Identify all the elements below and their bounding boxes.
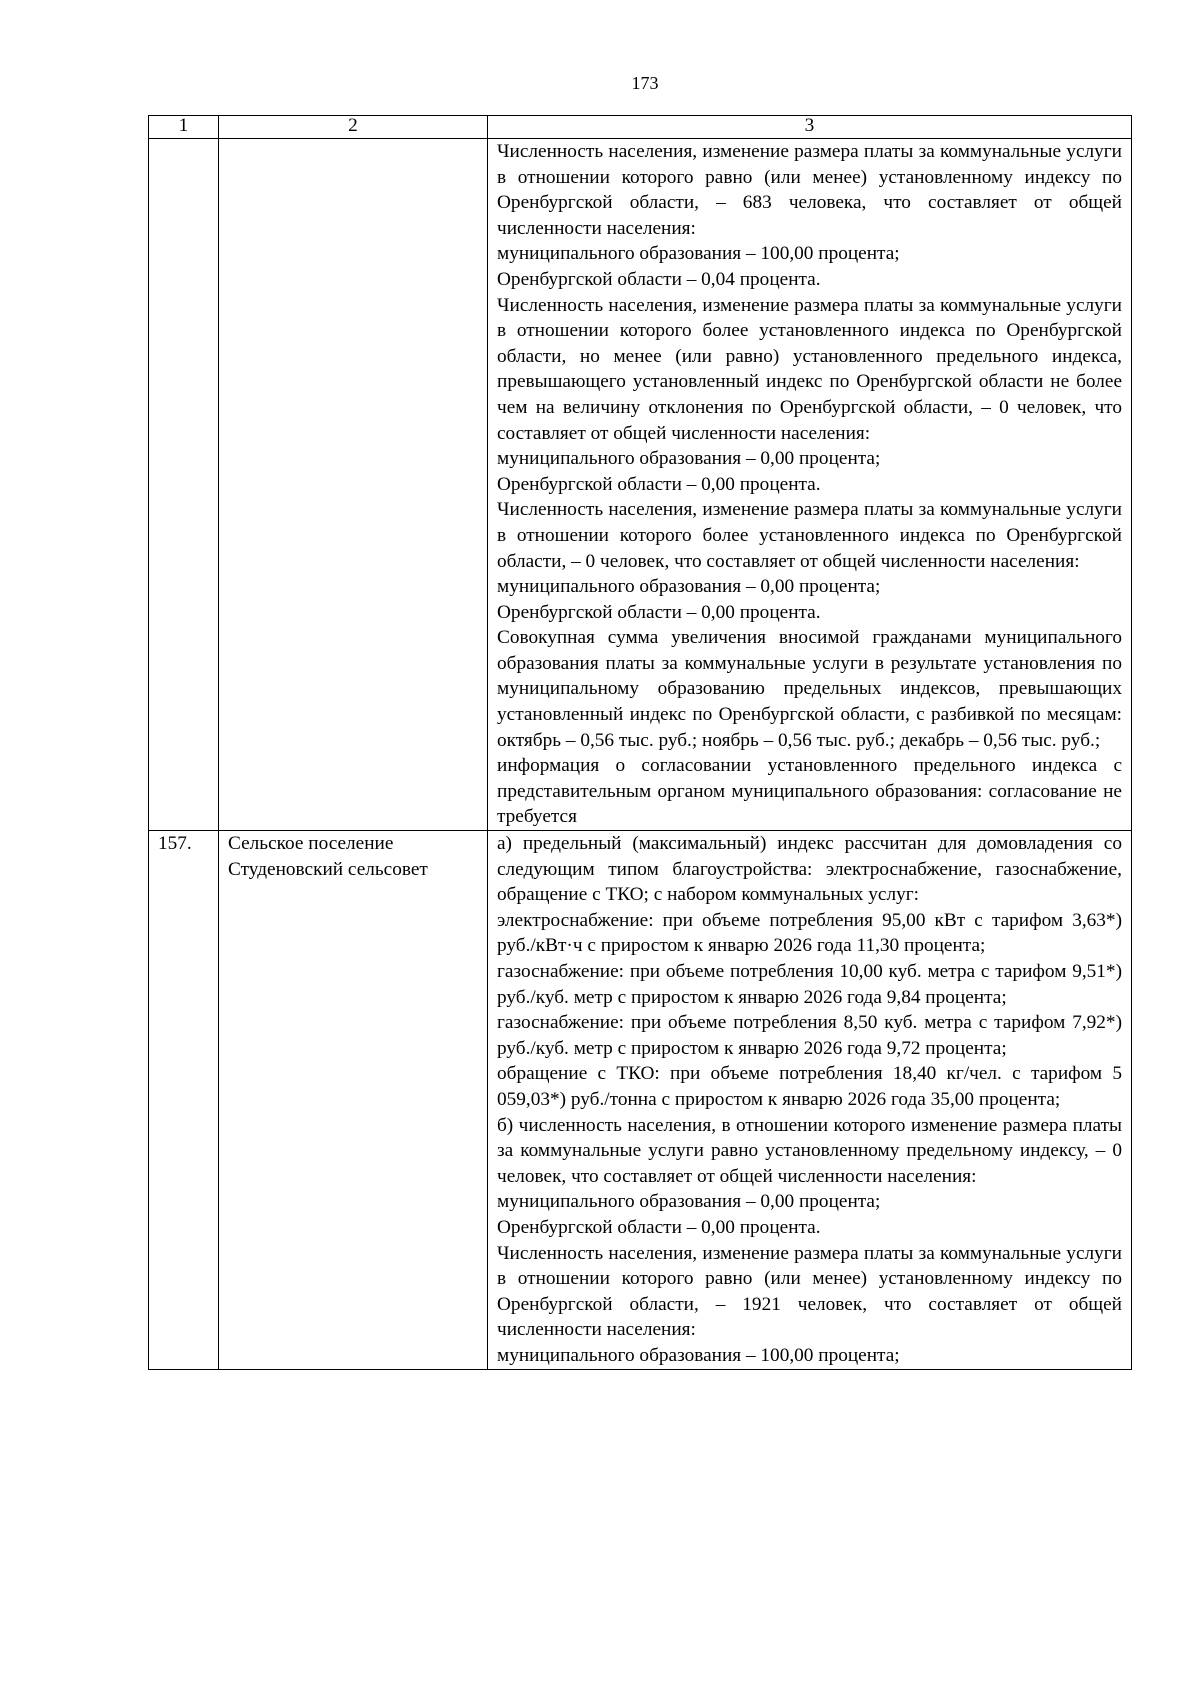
row-content: [488, 831, 1132, 1369]
paragraph: газоснабжение: при объеме потребления 8,50 куб. метра с тарифом 7,92*) руб./куб. метр с приростом к январю 2026 года 9,72 процента;: [497, 1012, 1122, 1059]
paragraph: электроснабжение: при объеме потребления 95,00 кВт с тарифом 3,63*) руб./кВт·ч с приростом к январю 2026 года 11,30 процента;: [497, 909, 1122, 957]
column-header-1: 1: [149, 116, 219, 139]
row-number: 157.: [149, 831, 219, 1369]
paragraph: б) численность населения, в отношении которого изменение размера платы за коммунальные услуги равно установленному предельному индексу, – 0 человек, что составляет от общей численности населения:: [497, 1114, 1122, 1187]
row-content: [488, 139, 1132, 831]
paragraph: Совокупная сумма увеличения вносимой гражданами муниципального образования платы за коммунальные услуги в результате установления по муниципальному образованию предельных индексов, превышающих установленный индекс по Оренбургской области, с разбивкой по месяцам: октябрь – 0,56 тыс. руб.; ноябрь – 0,56 тыс. руб.; декабрь – 0,56 тыс. руб.;: [497, 627, 1122, 751]
paragraph: Оренбургской области – 0,00 процента.: [497, 473, 821, 495]
column-header-2: 2: [219, 116, 488, 139]
paragraph: муниципального образования – 100,00 процента;: [497, 243, 900, 265]
row-number: [149, 139, 219, 831]
table-row: [149, 139, 1132, 831]
page-number: 173: [631, 73, 659, 93]
table-row: [149, 831, 1132, 1369]
paragraph: газоснабжение: при объеме потребления 10,00 куб. метра с тарифом 9,51*) руб./куб. метр с приростом к январю 2026 года 9,84 процента;: [497, 961, 1122, 1008]
paragraph: Оренбургской области – 0,04 процента.: [497, 268, 821, 290]
paragraph: муниципального образования – 100,00 процента;: [497, 1344, 900, 1366]
paragraph: информация о согласовании установленного предельного индекса с представительным органом муниципального образования: согласование не требуется: [497, 755, 1122, 828]
paragraph: Численность населения, изменение размера платы за коммунальные услуги в отношении которого равно (или менее) установленному индексу по Оренбургской области, – 1921 человек, что составляет от общей численности населения:: [497, 1242, 1122, 1341]
municipality-name: Сельское поселение Студеновский сельсовет: [219, 831, 488, 1369]
table-body: [149, 139, 1132, 1370]
paragraph: Численность населения, изменение размера платы за коммунальные услуги в отношении которого более установленного индекса по Оренбургской области, – 0 человек, что составляет от общей численности населения:: [497, 499, 1122, 572]
column-header-3: 3: [488, 116, 1132, 139]
paragraph: Оренбургской области – 0,00 процента.: [497, 601, 821, 623]
paragraph: Оренбургской области – 0,00 процента.: [497, 1216, 821, 1238]
paragraph: муниципального образования – 0,00 процента;: [497, 576, 881, 598]
municipality-name: [219, 139, 488, 831]
paragraph: муниципального образования – 0,00 процента;: [497, 1191, 881, 1213]
paragraph: а) предельный (максимальный) индекс рассчитан для домовладения со следующим типом благоустройства: электроснабжение, газоснабжение, обращение с ТКО; с набором коммунальных услуг:: [497, 833, 1122, 906]
paragraph: муниципального образования – 0,00 процента;: [497, 448, 881, 470]
table-header-row: [149, 116, 1132, 139]
paragraph: обращение с ТКО: при объеме потребления 18,40 кг/чел. с тарифом 5 059,03*) руб./тонна с приростом к январю 2026 года 35,00 процента;: [497, 1063, 1122, 1110]
paragraph: Численность населения, изменение размера платы за коммунальные услуги в отношении которого более установленного индекса по Оренбургской области, но менее (или равно) установленного предельного индекса, превышающего установленный индекс по Оренбургской области не более чем на величину отклонения по Оренбургской области, – 0 человек, что составляет от общей численности населения:: [497, 294, 1122, 444]
paragraph: Численность населения, изменение размера платы за коммунальные услуги в отношении которого равно (или менее) установленному индексу по Оренбургской области, – 683 человека, что составляет от общей численности населения:: [497, 141, 1122, 239]
table-header: [149, 116, 1132, 139]
document-table: [148, 115, 1132, 1370]
